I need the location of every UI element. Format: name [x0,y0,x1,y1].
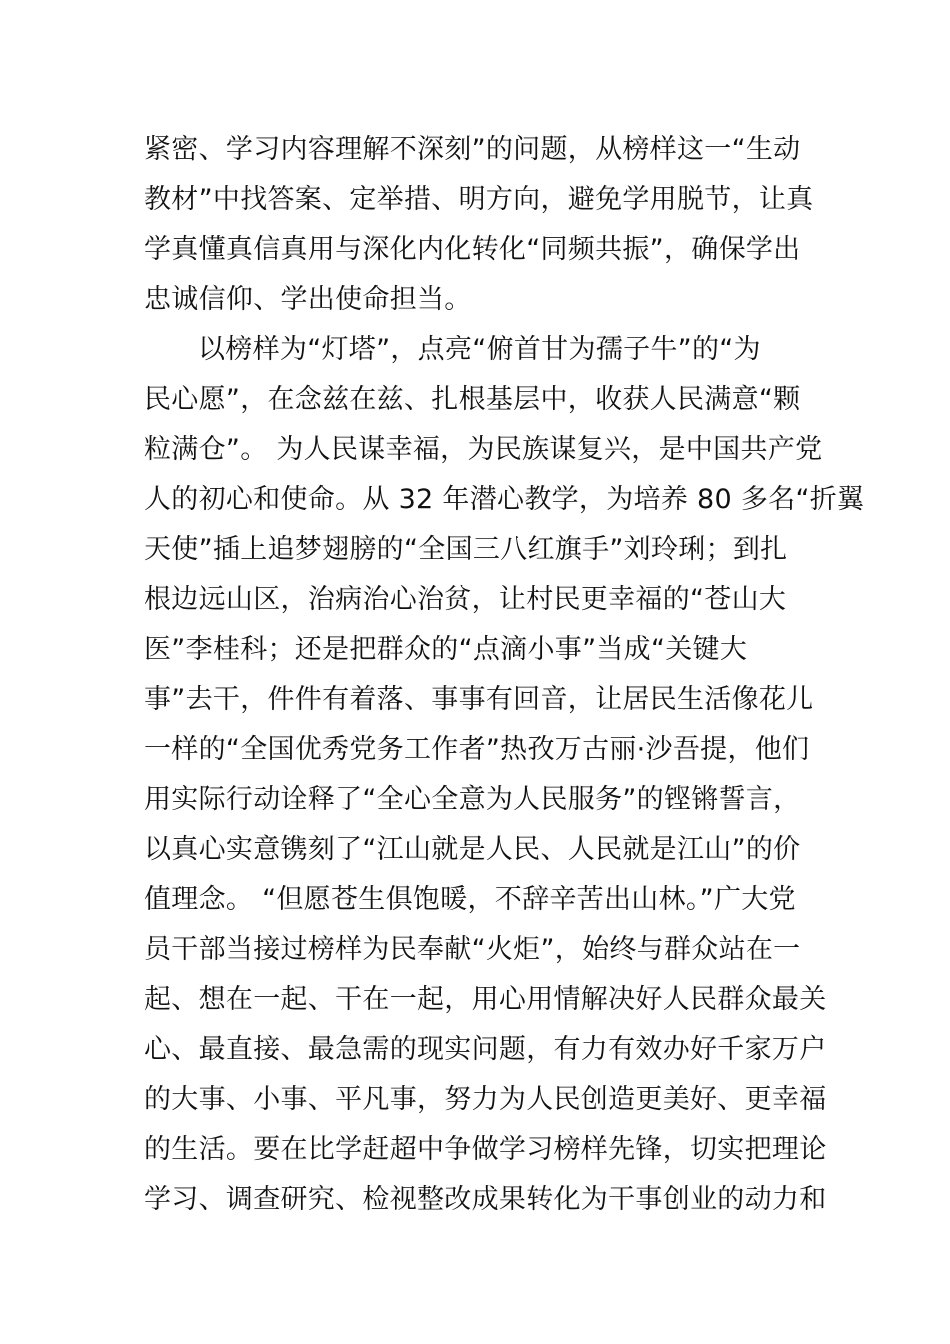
text-line: 员干部当接过榜样为民奉献“火炬”，始终与群众站在一 [144,934,801,965]
text-line: 学真懂真信真用与深化内化转化“同频共振”，确保学出 [144,234,801,265]
text-line: 粒满仓”。 为人民谋幸福，为民族谋复兴，是中国共产党 [144,434,823,465]
text-line: 以真心实意镌刻了“江山就是人民、人民就是江山”的价 [144,834,801,865]
text-line: 学习、调查研究、检视整改成果转化为干事创业的动力和 [144,1184,827,1215]
text-line: 民心愿”，在念兹在兹、扎根基层中，收获人民满意“颗 [144,384,801,415]
text-line: 心、最直接、最急需的现实问题，有力有效办好千家万户 [144,1034,827,1065]
text-line: 一样的“全国优秀党务工作者”热孜万古丽·沙吾提，他们 [144,734,810,765]
text-line: 以榜样为“灯塔”，点亮“俯首甘为孺子牛”的“为 [198,334,761,365]
text-line: 忠诚信仰、学出使命担当。 [144,284,472,315]
text-line: 医”李桂科；还是把群众的“点滴小事”当成“关键大 [144,634,748,665]
text-line: 的生活。要在比学赶超中争做学习榜样先锋，切实把理论 [144,1134,827,1165]
text-line: 用实际行动诠释了“全心全意为人民服务”的铿锵誓言， [144,784,801,815]
text-line: 紧密、学习内容理解不深刻”的问题，从榜样这一“生动 [144,134,801,165]
text-line: 起、想在一起、干在一起，用心用情解决好人民群众最关 [144,984,827,1015]
text-line: 根边远山区，治病治心治贫，让村民更幸福的“苍山大 [144,584,787,615]
text-line: 天使”插上追梦翅膀的“全国三八红旗手”刘玲琍；到扎 [144,534,788,565]
text-line: 值理念。 “但愿苍生俱饱暖，不辞辛苦出山林。”广大党 [144,884,796,915]
text-line: 事”去干，件件有着落、事事有回音，让居民生活像花儿 [144,684,814,715]
text-line: 教材”中找答案、定举措、明方向，避免学用脱节，让真 [144,184,814,215]
text-line: 的大事、小事、平凡事，努力为人民创造更美好、更幸福 [144,1084,827,1115]
text-line: 人的初心和使命。从 32 年潜心教学，为培养 80 多名“折翼 [144,484,865,515]
